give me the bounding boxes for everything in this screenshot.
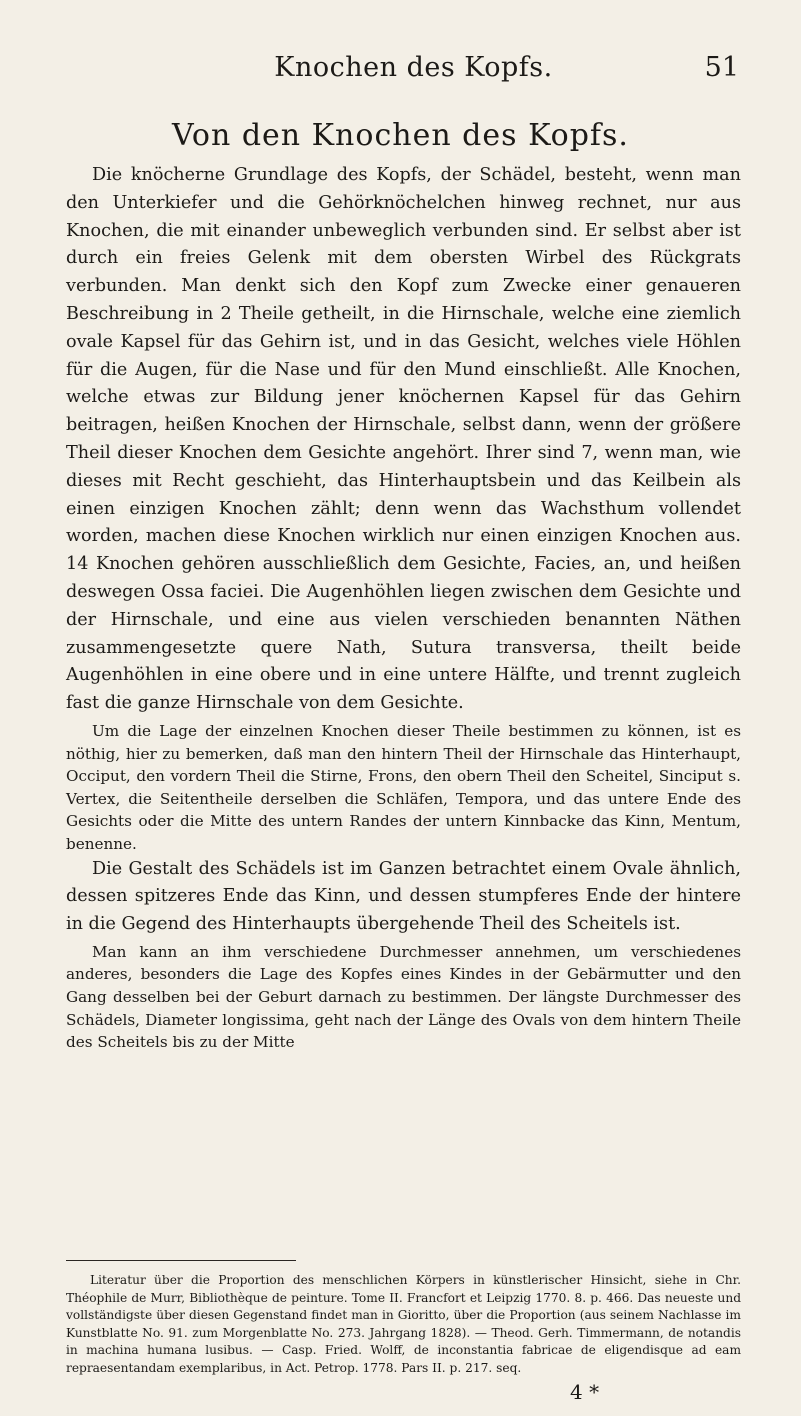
running-head bbox=[88, 52, 739, 92]
paragraph-intro: Die knöcherne Grundlage des Kopfs, der Schädel, besteht, wenn man den Unterkiefer und die Gehörknöchelchen hinweg rechnet, nur aus Knochen, die mit einander unbeweglich verbunden sind. Er selbst aber ist durch ein freies Gelenk mit dem obersten Wirbel des Rückgrats verbunden. Man denkt sich den Kopf zum Zwecke einer genaueren Beschreibung in 2 Theile getheilt, in die Hirnschale, welche eine ziemlich ovale Kapsel für das Gehirn ist, und in das Gesicht, welches viele Höhlen für die Augen, für die Nase und für den Mund einschließt. Alle Knochen, welche etwas zur Bildung jener knöchernen Kapsel für das Gehirn beitragen, heißen Knochen der Hirnschale, selbst dann, wenn der größere Theil dieser Knochen dem Gesichte angehört. Ihrer sind 7, wenn man, wie dieses mit Recht geschieht, das Hinterhauptsbein und das Keilbein als einen einzigen Knochen zählt; denn wenn das Wachsthum vollendet worden, machen diese Knochen wirklich nur einen einzigen Knochen aus. 14 Knochen gehören ausschließlich dem Gesichte, Facies, an, und heißen deswegen Ossa faciei. Die Augenhöhlen liegen zwischen dem Gesichte und der Hirnschale, und eine aus vielen verschieden benannten Näthen zusammengesetzte quere Nath, Sutura transversa, theilt beide Augenhöhlen in eine obere und in eine untere Hälfte, und trennt zugleich fast die ganze Hirnschale von dem Gesichte. bbox=[66, 165, 741, 714]
footnote-text: Literatur über die Proportion des menschlichen Körpers in künstlerischer Hinsicht, siehe in Chr. Théophile de Murr, Bibliothèque de peinture. Tome II. Francfort et Leipzig 1770. 8. p. 466. Das neueste und vollständigste über diesen Gegenstand findet man in Gioritto, über die Proportion (aus seinem Nachlasse im Kunstblatte No. 91. zum Morgenblatte No. 273. Jahrgang 1828). — Theod. Gerh. Timmermann, de notandis in machina humana lusibus. — Casp. Fried. Wolff, de inconstantia fabricae de eligendisque ad eam repraesentandam exemplaribus, in Act. Petrop. 1778. Pars II. p. 217. seq. bbox=[66, 1273, 741, 1375]
page-number: 51 bbox=[704, 52, 739, 83]
footnote bbox=[66, 1272, 741, 1378]
footnote-divider bbox=[66, 1260, 296, 1261]
running-title: Knochen des Kopfs. bbox=[274, 52, 553, 83]
paragraph-shape: Die Gestalt des Schädels ist im Ganzen betrachtet einem Ovale ähnlich, dessen spitzeres Ende das Kinn, und dessen stumpferes Ende der hintere in die Gegend des Hinterhaupts übergehende Theil des Scheitels ist. bbox=[66, 858, 741, 935]
paragraph-note: Um die Lage der einzelnen Knochen dieser Theile bestimmen zu können, ist es nöthig, hier zu bemerken, daß man den hintern Theil der Hirnschale das Hinterhaupt, Occiput, den vordern Theil die Stirne, Frons, den obern Theil den Scheitel, Sinciput s. Vertex, die Seitentheile derselben die Schläfen, Tempora, und das untere Ende des Gesichts oder die Mitte des untern Randes der untern Kinnbacke das Kinn, Mentum, benenne. bbox=[66, 721, 741, 853]
paragraph-diameter: Man kann an ihm verschiedene Durchmesser annehmen, um verschiedenes anderes, besonders die Lage des Kopfes eines Kindes in der Gebärmutter und den Gang desselben bei der Geburt darnach zu bestimmen. Der längste Durchmesser des Schädels, Diameter longissima, geht nach der Länge des Ovals von dem hintern Theile des Scheitels bis zu der Mitte bbox=[66, 942, 741, 1052]
section-title: Von den Knochen des Kopfs. bbox=[172, 118, 629, 153]
body-text bbox=[66, 162, 741, 1054]
signature-mark: 4 * bbox=[570, 1380, 600, 1404]
